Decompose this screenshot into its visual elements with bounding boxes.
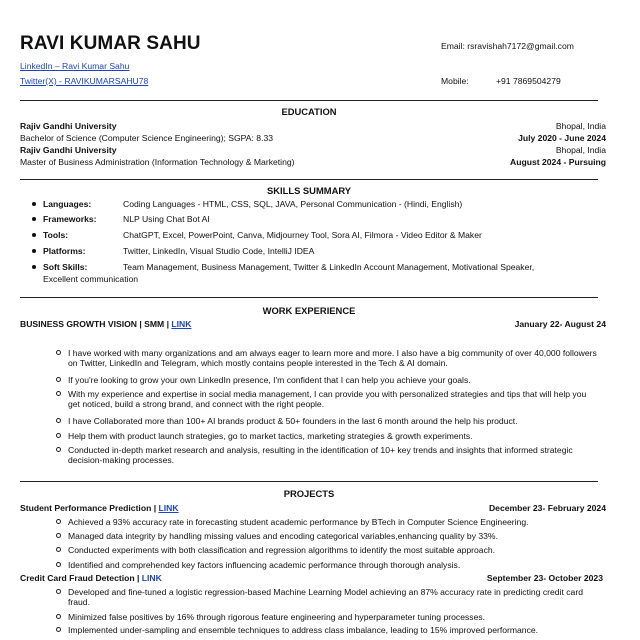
project-link[interactable]: LINK xyxy=(158,503,179,513)
list-item: Implemented under-sampling and ensemble techniques to address class imbalance, leading to 15% improved performance. xyxy=(68,625,600,635)
bullet-icon xyxy=(32,249,36,253)
bullet-icon xyxy=(56,433,61,438)
education-dates: July 2020 - June 2024 xyxy=(518,133,606,143)
education-dates: August 2024 - Pursuing xyxy=(510,157,606,167)
list-item: Identified and comprehended key factors influencing academic performance through thorough analysis. xyxy=(68,560,600,570)
bullet-icon xyxy=(32,265,36,269)
project-row xyxy=(20,573,603,583)
divider xyxy=(20,179,598,180)
company-link[interactable]: LINK xyxy=(171,319,192,329)
list-item: If you're looking to grow your own LinkedIn presence, I'm confident that I can help you achieve your goals. xyxy=(68,375,600,385)
project-row xyxy=(20,503,606,513)
project-dates: December 23- February 2024 xyxy=(488,503,606,513)
divider xyxy=(20,481,598,482)
list-item: Conducted experiments with both classification and regression algorithms to identify the most suitable approach. xyxy=(68,545,600,555)
project-dates: September 23- October 2023 xyxy=(486,573,603,583)
list-item: Minimized false positives by 16% through rigorous feature engineering and hyperparameter tuning processes. xyxy=(68,612,600,622)
school-name: Rajiv Gandhi University xyxy=(20,121,117,131)
project-link[interactable]: LINK xyxy=(141,573,162,583)
twitter-link[interactable]: Twitter(X) - RAVIKUMARSAHU78 xyxy=(20,76,149,86)
degree: Bachelor of Science (Computer Science Engineering); SGPA: 8.33 xyxy=(20,133,274,143)
bullet-icon xyxy=(56,377,61,382)
skill-value: ChatGPT, Excel, PowerPoint, Canva, Midjourney Tool, Sora AI, Filmora - Video Editor & Maker xyxy=(123,230,482,240)
bullet-icon xyxy=(56,614,61,619)
degree: Master of Business Administration (Information Technology & Marketing) xyxy=(20,157,295,167)
bullet-icon xyxy=(56,418,61,423)
list-item: I have Collaborated more than 100+ AI brands product & 50+ founders in the last 6 month around the help his product. xyxy=(68,416,600,426)
skill-value: Team Management, Business Management, Twitter & LinkedIn Account Management, Motivational Speaker, xyxy=(123,262,535,272)
candidate-name: RAVI KUMAR SAHU xyxy=(20,33,201,54)
school-location: Bhopal, India xyxy=(555,145,606,155)
list-item: Developed and fine-tuned a logistic regression-based Machine Learning Model achieving an 87% accuracy rate in predicting credit card fraud. xyxy=(68,587,600,608)
skill-value: Coding Languages - HTML, CSS, SQL, JAVA, Personal Communication - (Hindi, English) xyxy=(123,199,463,209)
skill-value: Twitter, LinkedIn, Visual Studio Code, IntelliJ IDEA xyxy=(123,246,315,256)
bullet-icon xyxy=(56,391,61,396)
skill-value: NLP Using Chat Bot AI xyxy=(123,214,210,224)
skills-heading: SKILLS SUMMARY xyxy=(266,185,352,196)
experience-heading: WORK EXPERIENCE xyxy=(262,305,356,316)
education-row xyxy=(20,121,606,131)
school-name: Rajiv Gandhi University xyxy=(20,145,117,155)
company-name: BUSINESS GROWTH VISION | SMM | xyxy=(20,319,172,329)
skill-item xyxy=(32,246,314,256)
bullet-icon xyxy=(56,627,61,632)
school-location: Bhopal, India xyxy=(555,121,606,131)
project-name: Credit Card Fraud Detection | xyxy=(20,573,142,583)
bullet-icon xyxy=(56,350,61,355)
divider xyxy=(20,297,598,298)
list-item: I have worked with many organizations and am always eager to learn more and more. I also have a big community of over 40,000 followers on Twitter, LinkedIn and Telegram, which mostly contains people interested in the Tech & AI domain. xyxy=(68,348,600,369)
bullet-icon xyxy=(32,217,36,221)
skill-label: Soft Skills: xyxy=(43,262,88,272)
education-heading: EDUCATION xyxy=(281,106,337,117)
projects-heading: PROJECTS xyxy=(283,488,335,499)
experience-row xyxy=(20,319,606,329)
bullet-icon xyxy=(56,562,61,567)
bullet-icon xyxy=(56,589,61,594)
skill-label: Tools: xyxy=(43,230,69,240)
mobile-label: Mobile: xyxy=(441,76,469,86)
skill-item xyxy=(32,214,210,224)
project-name: Student Performance Prediction | xyxy=(20,503,159,513)
skill-item xyxy=(32,262,534,272)
skill-label: Platforms: xyxy=(43,246,86,256)
list-item: Conducted in-depth market research and analysis, resulting in the identification of 10+ key trends and insights that informed strategic decision-making processes. xyxy=(68,445,600,466)
skill-label: Frameworks: xyxy=(43,214,97,224)
experience-dates: January 22- August 24 xyxy=(514,319,606,329)
mobile-number: +91 7869504279 xyxy=(496,76,561,86)
bullet-icon xyxy=(56,519,61,524)
skill-value-cont: Excellent communication xyxy=(43,274,139,284)
skill-item xyxy=(32,199,462,209)
bullet-icon xyxy=(56,547,61,552)
bullet-icon xyxy=(32,233,36,237)
divider xyxy=(20,100,598,101)
list-item: With my experience and expertise in social media management, I can provide you with personalized strategies and tips that will help you get noticed, build a strong brand, and connect with the right people. xyxy=(68,389,600,410)
skill-label: Languages: xyxy=(43,199,92,209)
list-item: Achieved a 93% accuracy rate in forecasting student academic performance by BTech in Computer Science Engineering. xyxy=(68,517,600,527)
list-item: Help them with product launch strategies, go to market tactics, marketing strategies & growth experiments. xyxy=(68,431,600,441)
bullet-icon xyxy=(32,202,36,206)
bullet-icon xyxy=(56,447,61,452)
education-row xyxy=(20,145,606,155)
bullet-icon xyxy=(56,533,61,538)
list-item: Managed data integrity by handling missing values and encoding categorical variables,enhancing quality by 33%. xyxy=(68,531,600,541)
email[interactable]: Email: rsravishah7172@gmail.com xyxy=(441,41,574,51)
linkedin-link[interactable]: LinkedIn – Ravi Kumar Sahu xyxy=(20,61,130,71)
skill-item xyxy=(32,230,482,240)
education-row xyxy=(20,133,606,143)
education-row xyxy=(20,157,606,167)
